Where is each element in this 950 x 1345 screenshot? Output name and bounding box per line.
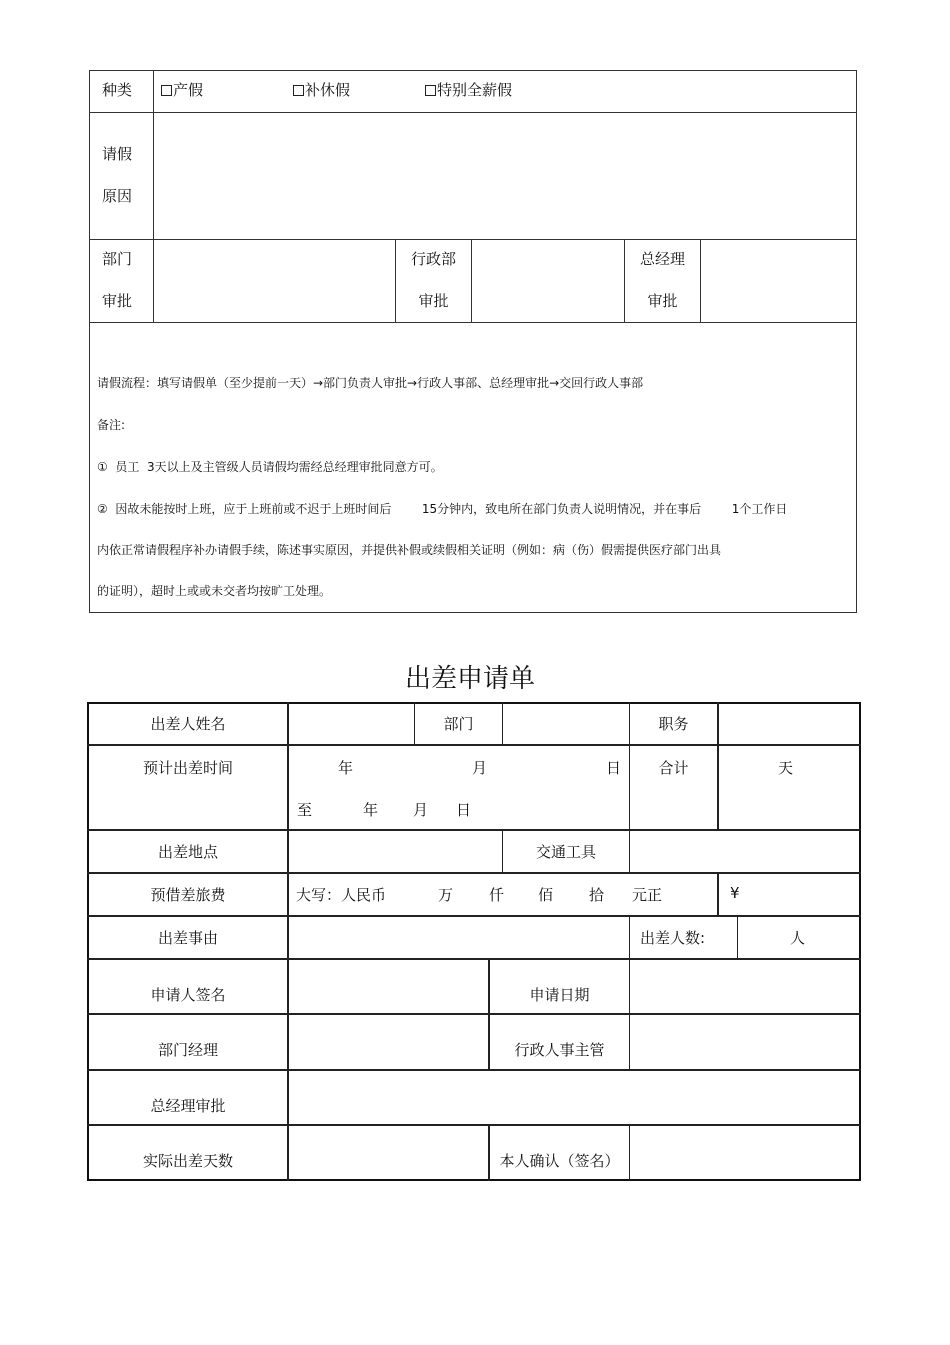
self-confirm-field[interactable] <box>630 1126 859 1179</box>
checkbox-icon[interactable] <box>425 85 436 96</box>
note-item-2: ② 因故未能按时上班，应于上班前或不迟于上班时间后 15分钟内，致电所在部门负责人说明情况，并在事后 1个工作日 <box>97 502 788 516</box>
traveler-count-label: 出差人数: <box>640 929 706 947</box>
applicant-signature-label: 申请人签名 <box>150 986 226 1004</box>
actual-days-field[interactable] <box>289 1126 488 1179</box>
bai-unit: 佰 <box>538 886 554 904</box>
position-label: 职务 <box>658 715 689 733</box>
traveler-name-field[interactable] <box>289 704 414 744</box>
total-days-unit: 天 <box>778 759 794 777</box>
dept-approval-label-2: 审批 <box>102 292 133 310</box>
leave-reason-field[interactable] <box>154 113 856 239</box>
checkbox-icon[interactable] <box>293 85 304 96</box>
gm-approval-field[interactable] <box>289 1071 859 1124</box>
leave-type-compensatory[interactable]: 补休假 <box>293 79 350 100</box>
leave-reason-label-2: 原因 <box>102 187 133 205</box>
note-item-2-end: 的证明），超时上或或未交者均按旷工处理。 <box>97 584 332 598</box>
admin-approval-field[interactable] <box>472 240 624 322</box>
total-label: 合计 <box>658 759 689 777</box>
gm-approval-label-1: 总经理 <box>639 250 685 268</box>
dept-manager-field[interactable] <box>289 1015 488 1069</box>
yuan-zheng-unit: 元正 <box>632 886 663 904</box>
transport-field[interactable] <box>630 831 859 872</box>
destination-label: 出差地点 <box>157 843 218 861</box>
gm-approval-label: 总经理审批 <box>150 1097 226 1115</box>
wan-unit: 万 <box>438 886 454 904</box>
advance-label: 预借差旅费 <box>150 886 226 904</box>
checkbox-icon[interactable] <box>161 85 172 96</box>
expected-time-label: 预计出差时间 <box>142 759 233 777</box>
department-field[interactable] <box>503 704 629 744</box>
admin-approval-label-2: 审批 <box>418 292 449 310</box>
destination-field[interactable] <box>289 831 502 872</box>
end-day-label: 日 <box>456 801 472 819</box>
start-year-label: 年 <box>338 759 354 777</box>
self-confirm-label: 本人确认（签名） <box>499 1152 620 1170</box>
notes-heading: 备注: <box>97 418 126 432</box>
end-year-label: 年 <box>363 801 379 819</box>
department-label: 部门 <box>443 715 474 733</box>
leave-process-note: 请假流程：填写请假单（至少提前一天）→部门负责人审批→行政人事部、总经理审批→交回行政人事部 <box>97 376 644 390</box>
traveler-name-label: 出差人姓名 <box>150 715 226 733</box>
dept-approval-label-1: 部门 <box>102 250 133 268</box>
capital-amount-label: 大写：人民币 <box>296 886 387 904</box>
to-label: 至 <box>297 801 313 819</box>
yen-icon: ¥ <box>730 884 740 902</box>
purpose-label: 出差事由 <box>157 929 218 947</box>
person-unit: 人 <box>790 929 806 947</box>
admin-hr-field[interactable] <box>630 1015 859 1069</box>
qian-unit: 仟 <box>489 886 505 904</box>
leave-type-maternity[interactable]: 产假 <box>161 79 203 100</box>
start-month-label: 月 <box>472 759 488 777</box>
end-month-label: 月 <box>413 801 429 819</box>
note-item-2-cont: 内依正常请假程序补办请假手续，陈述事实原因，并提供补假或续假相关证明（例如：病（伤）假需提供医疗部门出具 <box>97 543 722 557</box>
gm-approval-field[interactable] <box>701 240 856 322</box>
transport-label: 交通工具 <box>535 843 596 861</box>
purpose-field[interactable] <box>289 917 629 958</box>
admin-approval-label-1: 行政部 <box>410 250 456 268</box>
applicant-signature-field[interactable] <box>289 960 488 1013</box>
leave-type-label: 种类 <box>102 81 133 99</box>
admin-hr-label: 行政人事主管 <box>514 1041 605 1059</box>
start-day-label: 日 <box>606 759 622 777</box>
apply-date-field[interactable] <box>630 960 859 1013</box>
actual-days-label: 实际出差天数 <box>142 1152 233 1170</box>
position-field[interactable] <box>719 704 859 744</box>
gm-approval-label-2: 审批 <box>647 292 678 310</box>
shi-unit: 拾 <box>589 886 605 904</box>
dept-approval-field[interactable] <box>154 240 395 322</box>
leave-reason-label-1: 请假 <box>102 145 133 163</box>
dept-manager-label: 部门经理 <box>157 1041 218 1059</box>
leave-type-special-paid[interactable]: 特别全薪假 <box>425 79 512 100</box>
note-item-1: ① 员工 3天以上及主管级人员请假均需经总经理审批同意方可。 <box>97 460 443 474</box>
trip-form-title: 出差申请单 <box>404 664 535 694</box>
apply-date-label: 申请日期 <box>529 986 590 1004</box>
